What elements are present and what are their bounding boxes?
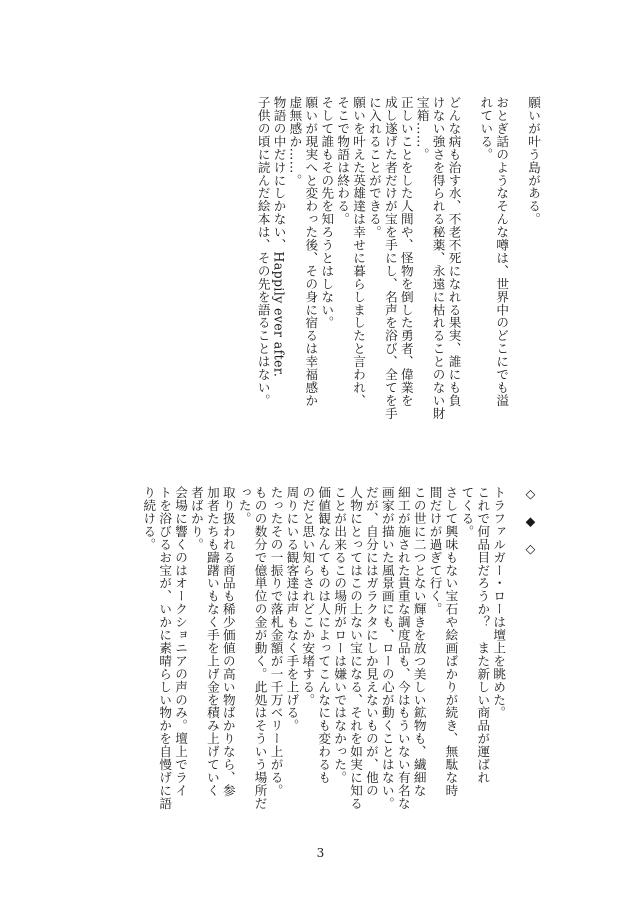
text-line: れている。 [478,96,494,161]
text-line: どんな病も治す水、不老不死になれる果実、誰にも負 [446,96,462,407]
text-line: 願いを叶えた英雄達は幸せに暮らしましたと言われ、 [351,96,367,407]
text-line: この世に二つとない輝きを放つ美しい鉱物も、繊細な [411,486,427,797]
text-line: 価値観なんてものは人によってこんなにも変わるも [316,486,332,784]
text-line: り続ける。 [141,486,157,551]
text-line: 正しいことをした人間や、怪物を倒した勇者、偉業を [398,96,414,407]
section-separator: ◇ ◆ ◇ [523,486,538,557]
text-line: 虚無感か……。 [287,96,303,187]
text-line: ことが出来るこの場所がローは嫌いではなかった。 [332,486,348,784]
text-line: 画家が描いた風景画にも、ローの心が動くことはない。 [379,486,395,810]
text-line: 成し遂げた者だけが宝を手にし、名声を浴び、全てを手 [382,96,398,420]
text-line: 取り扱われる商品も稀少価値の高い物ばかりなら、参 [220,486,236,797]
text-line: ものの数分で億単位の金が動く。此処はそういう場所だ [252,486,268,810]
blank-line [462,96,478,456]
text-line: 間だけが過ぎて行く。 [427,486,443,616]
text-line: そこで物語は終わる。 [335,96,351,226]
top-text-block [255,96,541,456]
text-line: トラファルガー・ローは壇上を眺めた。 [491,486,507,720]
text-line: 者ばかり。 [188,486,204,551]
bottom-text-block [140,486,538,846]
text-line: 子供の頃に読んだ絵本は、その先を語ることはない。 [255,96,271,407]
text-line: トを浴びるお宝が、いかに素晴らしい物かを自慢げに語 [157,486,173,810]
text-line: に入れることができる。 [366,96,382,239]
text-line: 加者たちも躊躇いもなく手を上げ金を積み上げていく [204,486,220,797]
page-number: 3 [316,846,325,860]
text-line: てくる。 [459,486,475,538]
text-line: 人物にとってはこの上ない宝になる、それを如実に知る [348,486,364,810]
text-line: これで何品目だろうか？ また新しい商品が運ばれ [475,486,491,784]
opening-line: 願いが叶う島がある。 [526,96,541,226]
text-line: だが、自分にはガラクタにしか見えないものが、他の [363,486,379,797]
text-line: 細工が施された貴重な調度品も、今はもういない有名な [395,486,411,810]
blank-line [506,486,522,846]
text-line: 物語の中だけにしかない、Happily ever after. [271,96,287,378]
text-line: のだと思い知らされどこか安堵する。 [300,486,316,707]
text-line: 願いが現実へと変わった後、その身に宿るは幸福感か [303,96,319,407]
text-line: さして興味もない宝石や絵画ばかりが続き、無駄な時 [443,486,459,797]
text-line: おとぎ話のようなそんな噂は、世界中のどこにでも溢 [494,96,510,407]
text-line: 宝箱……。 [414,96,430,161]
text-line: たったその一振りで落札金額が一千万ベリー上がる。 [268,486,284,797]
text-line: 周りにいる観客達は声もなく手を上げる。 [284,486,300,733]
blank-line [509,96,525,456]
text-line: 会場に響くのはオークショニアの声のみ。壇上でライ [173,486,189,797]
text-line: った。 [236,486,252,525]
text-line: そして誰もその先を知ろうとはしない。 [319,96,335,330]
text-line: けない強さを得られる秘薬、永遠に枯れることのない財 [430,96,446,420]
